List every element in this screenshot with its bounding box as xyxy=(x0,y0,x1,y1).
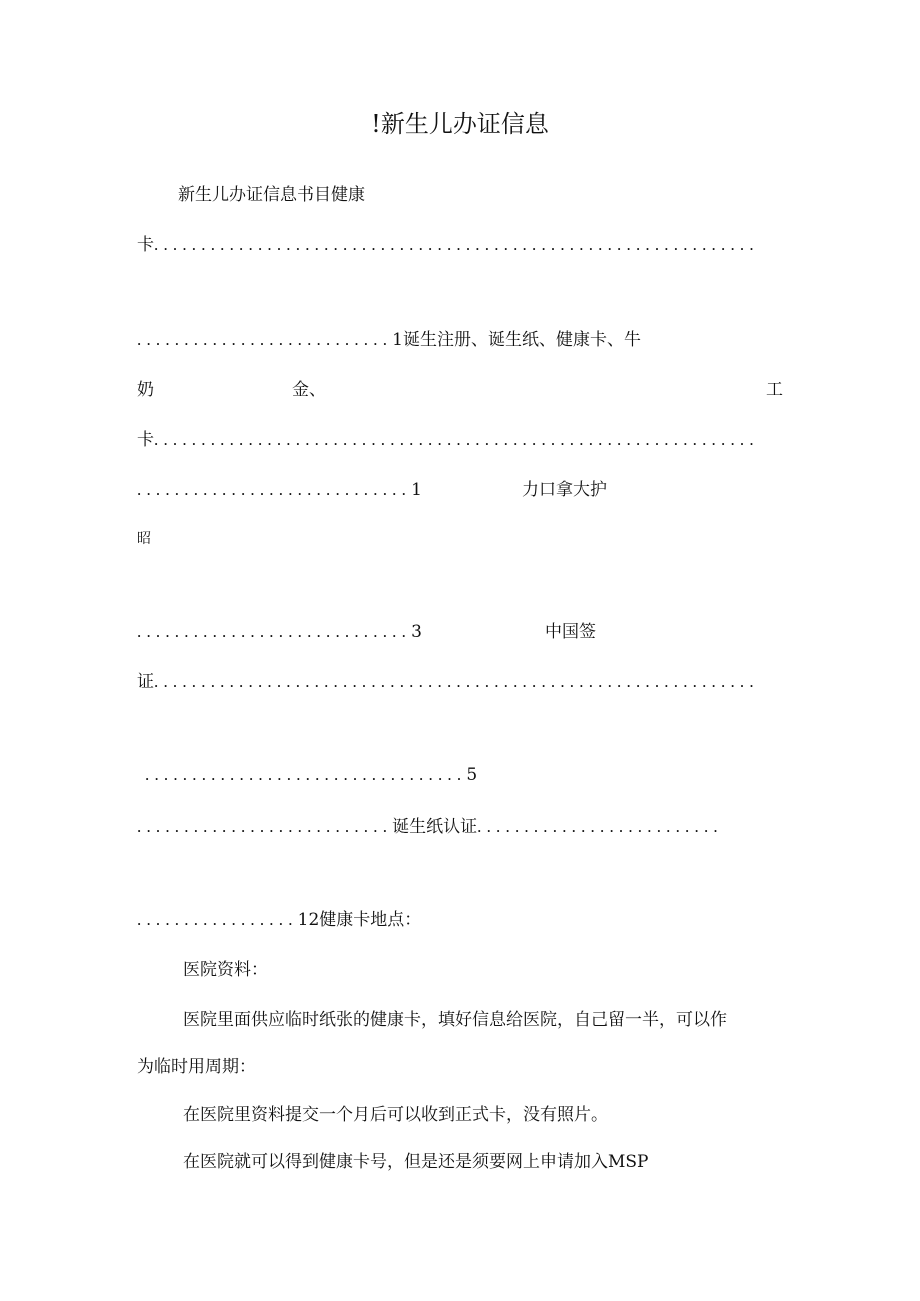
toc-page-number: 5 xyxy=(466,765,478,785)
toc-intro: 新生儿办证信息书目健康 xyxy=(178,185,365,205)
toc-text: 1诞生注册、诞生纸、健康卡、牛 xyxy=(392,330,641,350)
paragraph: 医院资料： xyxy=(183,960,268,980)
paragraph: 为临时用周期： xyxy=(137,1057,256,1077)
toc-line xyxy=(137,429,759,451)
toc-text: 工 xyxy=(766,380,783,400)
document-title: !新生儿办证信息 xyxy=(371,110,549,138)
toc-line xyxy=(137,234,759,256)
toc-leader: ................................................................ xyxy=(154,672,759,691)
toc-text: 金、 xyxy=(292,380,326,400)
toc-leader: .......................... xyxy=(477,817,723,836)
toc-leader: ................................................................ xyxy=(154,430,759,449)
paragraph: 在医院就可以得到健康卡号，但是还是须要网上申请加入MSP xyxy=(183,1152,649,1172)
toc-leader: ............................. xyxy=(137,622,412,641)
toc-text: 奶 xyxy=(137,380,154,400)
paragraph: 在医院里资料提交一个月后可以收到正式卡，没有照片。 xyxy=(183,1105,608,1125)
toc-page-number: 3 xyxy=(411,622,422,642)
toc-leader: ............................. xyxy=(137,480,412,499)
toc-text: 证 xyxy=(137,672,154,692)
toc-line xyxy=(145,764,477,786)
toc-leader: .................................. xyxy=(145,765,467,784)
toc-text: 卡 xyxy=(137,430,154,450)
toc-line xyxy=(137,816,723,838)
toc-text: 力口拿大护 xyxy=(522,480,607,500)
toc-leader: ................. xyxy=(137,910,298,929)
toc-text: 昭 xyxy=(137,531,151,547)
toc-page-number: 1 xyxy=(411,480,422,500)
toc-leader: ........................... xyxy=(137,330,393,349)
toc-leader: ................................................................ xyxy=(154,235,759,254)
toc-leader: ........................... xyxy=(137,817,393,836)
toc-line xyxy=(137,909,421,931)
toc-text: 中国签 xyxy=(545,622,596,642)
toc-line xyxy=(137,329,641,351)
toc-text: 12健康卡地点： xyxy=(297,910,422,930)
toc-line xyxy=(137,479,422,501)
toc-line xyxy=(137,671,759,693)
toc-text: 诞生纸认证 xyxy=(392,817,478,837)
toc-line xyxy=(137,621,422,643)
paragraph: 医院里面供应临时纸张的健康卡，填好信息给医院，自己留一半，可以作 xyxy=(183,1010,727,1030)
toc-text: 卡 xyxy=(137,235,154,255)
